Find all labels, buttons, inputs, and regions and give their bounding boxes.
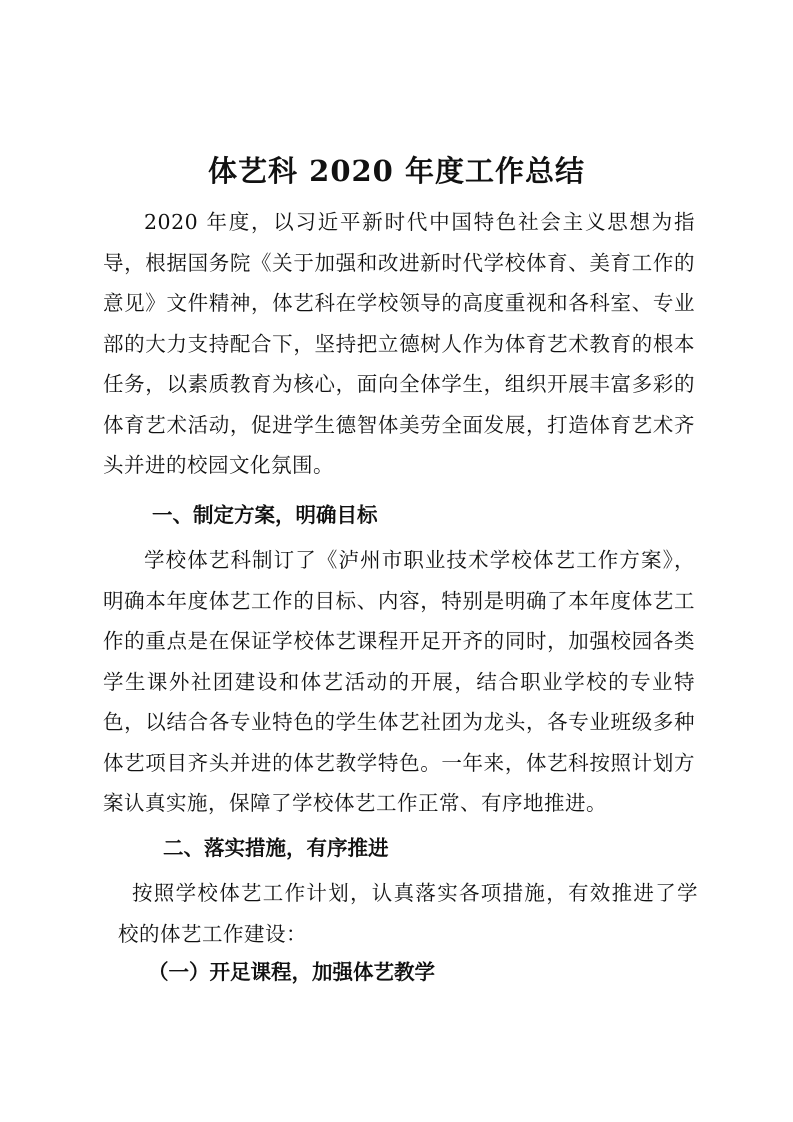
intro-paragraph: 2020 年度，以习近平新时代中国特色社会主义思想为指导，根据国务院《关于加强和改进新时代学校体育、美育工作的意见》文件精神，体艺科在学校领导的高度重视和各科室、专业部的大力支持配合下，坚持把立德树人作为体育艺术教育的根本任务，以素质教育为核心，面向全体学生，组织开展丰富多彩的体育艺术活动，促进学生德智体美劳全面发展，打造体育艺术齐头并进的校园文化氛围。 <box>103 210 695 477</box>
section-heading-1: 一、制定方案，明确目标 <box>152 503 378 527</box>
document-title: 体艺科 2020 年度工作总结 <box>208 154 585 189</box>
subsection-heading-1: （一）开足课程，加强体艺教学 <box>148 960 435 984</box>
section-2-paragraph: 按照学校体艺工作计划，认真落实各项措施，有效推进了学校的体艺工作建设： <box>118 881 698 946</box>
section-heading-2: 二、落实措施，有序推进 <box>163 836 389 860</box>
section-1-paragraph: 学校体艺科制订了《泸州市职业技术学校体艺工作方案》，明确本年度体艺工作的目标、内容，特别是明确了本年度体艺工作的重点是在保证学校体艺课程开足开齐的同时，加强校园各类学生课外社团建设和体艺活动的开展，结合职业学校的专业特色，以结合各专业特色的学生体艺社团为龙头，各专业班级多种体艺项目齐头并进的体艺教学特色。一年来，体艺科按照计划方案认真实施，保障了学校体艺工作正常、有序地推进。 <box>103 548 695 815</box>
